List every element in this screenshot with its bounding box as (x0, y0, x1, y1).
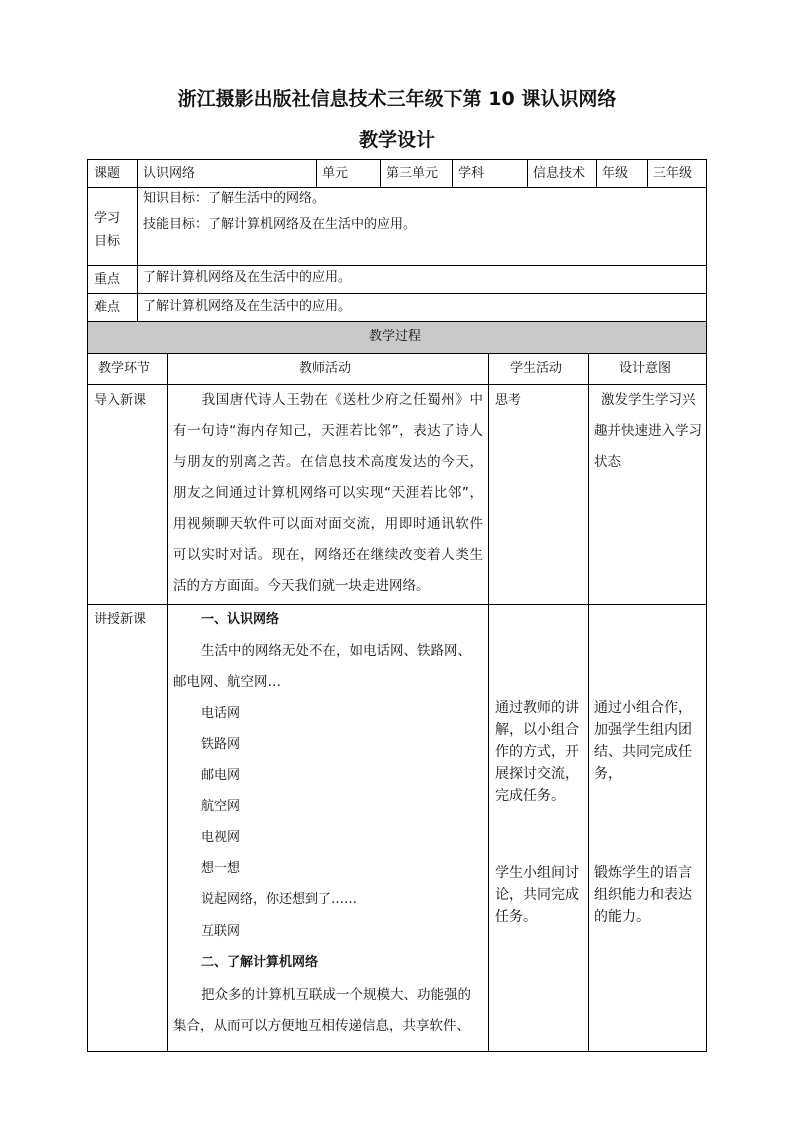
col-divider (488, 353, 489, 1052)
col-divider (137, 187, 138, 321)
think-title: 想一想 (201, 861, 241, 876)
network-item: 航空网 (201, 799, 241, 814)
row-divider (87, 293, 707, 294)
col-divider (527, 159, 528, 187)
col-divider (167, 353, 168, 1052)
grade-label: 年级 (602, 166, 629, 181)
design-intent-2: 锻炼学生的语言组织能力和表达的能力。 (594, 865, 692, 925)
col-divider (316, 159, 317, 187)
intro-design-intent: 激发学生学习兴趣并快速进入学习状态 (594, 392, 702, 470)
skill-goal: 技能目标：了解计算机网络及在生活中的应用。 (143, 217, 417, 232)
row-divider (87, 187, 707, 188)
col-divider (647, 159, 648, 187)
topic-value: 认识网络 (143, 166, 196, 181)
network-item: 电话网 (201, 706, 241, 721)
knowledge-goal: 知识目标：了解生活中的网络。 (143, 191, 326, 206)
unit-label: 单元 (322, 166, 349, 181)
section2-text: 把众多的计算机互联成一个规模大、功能强的集合，从而可以方便地互相传递信息，共享软件、 (173, 987, 471, 1034)
subject-label: 学科 (458, 166, 485, 181)
header-stage: 教学环节 (98, 361, 151, 376)
subject-value: 信息技术 (533, 166, 586, 181)
think-question: 说起网络，你还想到了…… (201, 892, 358, 907)
header-student: 学生活动 (510, 361, 563, 376)
col-divider (452, 159, 453, 187)
intro-student-activity: 思考 (495, 393, 522, 408)
difficulty-value: 了解计算机网络及在生活中的应用。 (143, 299, 352, 314)
row-divider (87, 265, 707, 266)
student-activity-1: 通过教师的讲解，以小组合作的方式，开展探讨交流，完成任务。 (495, 700, 579, 804)
section1-text: 生活中的网络无处不在，如电话网、铁路网、邮电网、航空网… (173, 643, 471, 690)
key-point-label: 重点 (94, 272, 121, 287)
header-intent: 设计意图 (619, 361, 672, 376)
row-divider (87, 604, 707, 605)
col-divider (588, 353, 589, 1052)
col-divider (596, 159, 597, 187)
section2-title: 二、了解计算机网络 (201, 955, 319, 970)
network-item: 电视网 (201, 830, 241, 845)
col-divider (380, 159, 381, 187)
goals-label-line1: 学习 (94, 211, 121, 226)
new-lesson-stage: 讲授新课 (94, 612, 147, 627)
think-answer: 互联网 (201, 924, 241, 939)
grade-value: 三年级 (653, 166, 693, 181)
row-divider (87, 353, 707, 354)
student-activity-2: 学生小组间讨论，共同完成任务。 (495, 865, 579, 925)
unit-value: 第三单元 (386, 166, 439, 181)
goals-label-line2: 目标 (94, 234, 121, 249)
difficulty-label: 难点 (94, 300, 121, 315)
col-divider (137, 159, 138, 187)
network-item: 铁路网 (201, 737, 241, 752)
design-intent-1: 通过小组合作，加强学生组内团结、共同完成任务， (594, 700, 692, 782)
document-subtitle: 教学设计 (358, 129, 435, 151)
key-point-value: 了解计算机网络及在生活中的应用。 (143, 270, 352, 285)
topic-label: 课题 (94, 166, 121, 181)
intro-teacher-activity: 我国唐代诗人王勃在《送杜少府之任蜀州》中有一句诗“海内存知己，天涯若比邻”，表达了诗人与朋友的别离之苦。在信息技术高度发达的今天，朋友之间通过计算机网络可以实现“天涯若比邻”，用视频聊天软件可以面对面交流，用即时通讯软件可以实时对话。现在，网络还在继续改变着人类生活的方方面面。今天我们就一块走进网络。 (173, 392, 483, 594)
section1-title: 一、认识网络 (201, 612, 280, 627)
header-teacher: 教师活动 (299, 361, 352, 376)
process-title: 教学过程 (369, 329, 422, 344)
network-item: 邮电网 (201, 768, 241, 783)
intro-stage: 导入新课 (94, 393, 147, 408)
document-title: 浙江摄影出版社信息技术三年级下第 10 课认识网络 (177, 88, 617, 110)
